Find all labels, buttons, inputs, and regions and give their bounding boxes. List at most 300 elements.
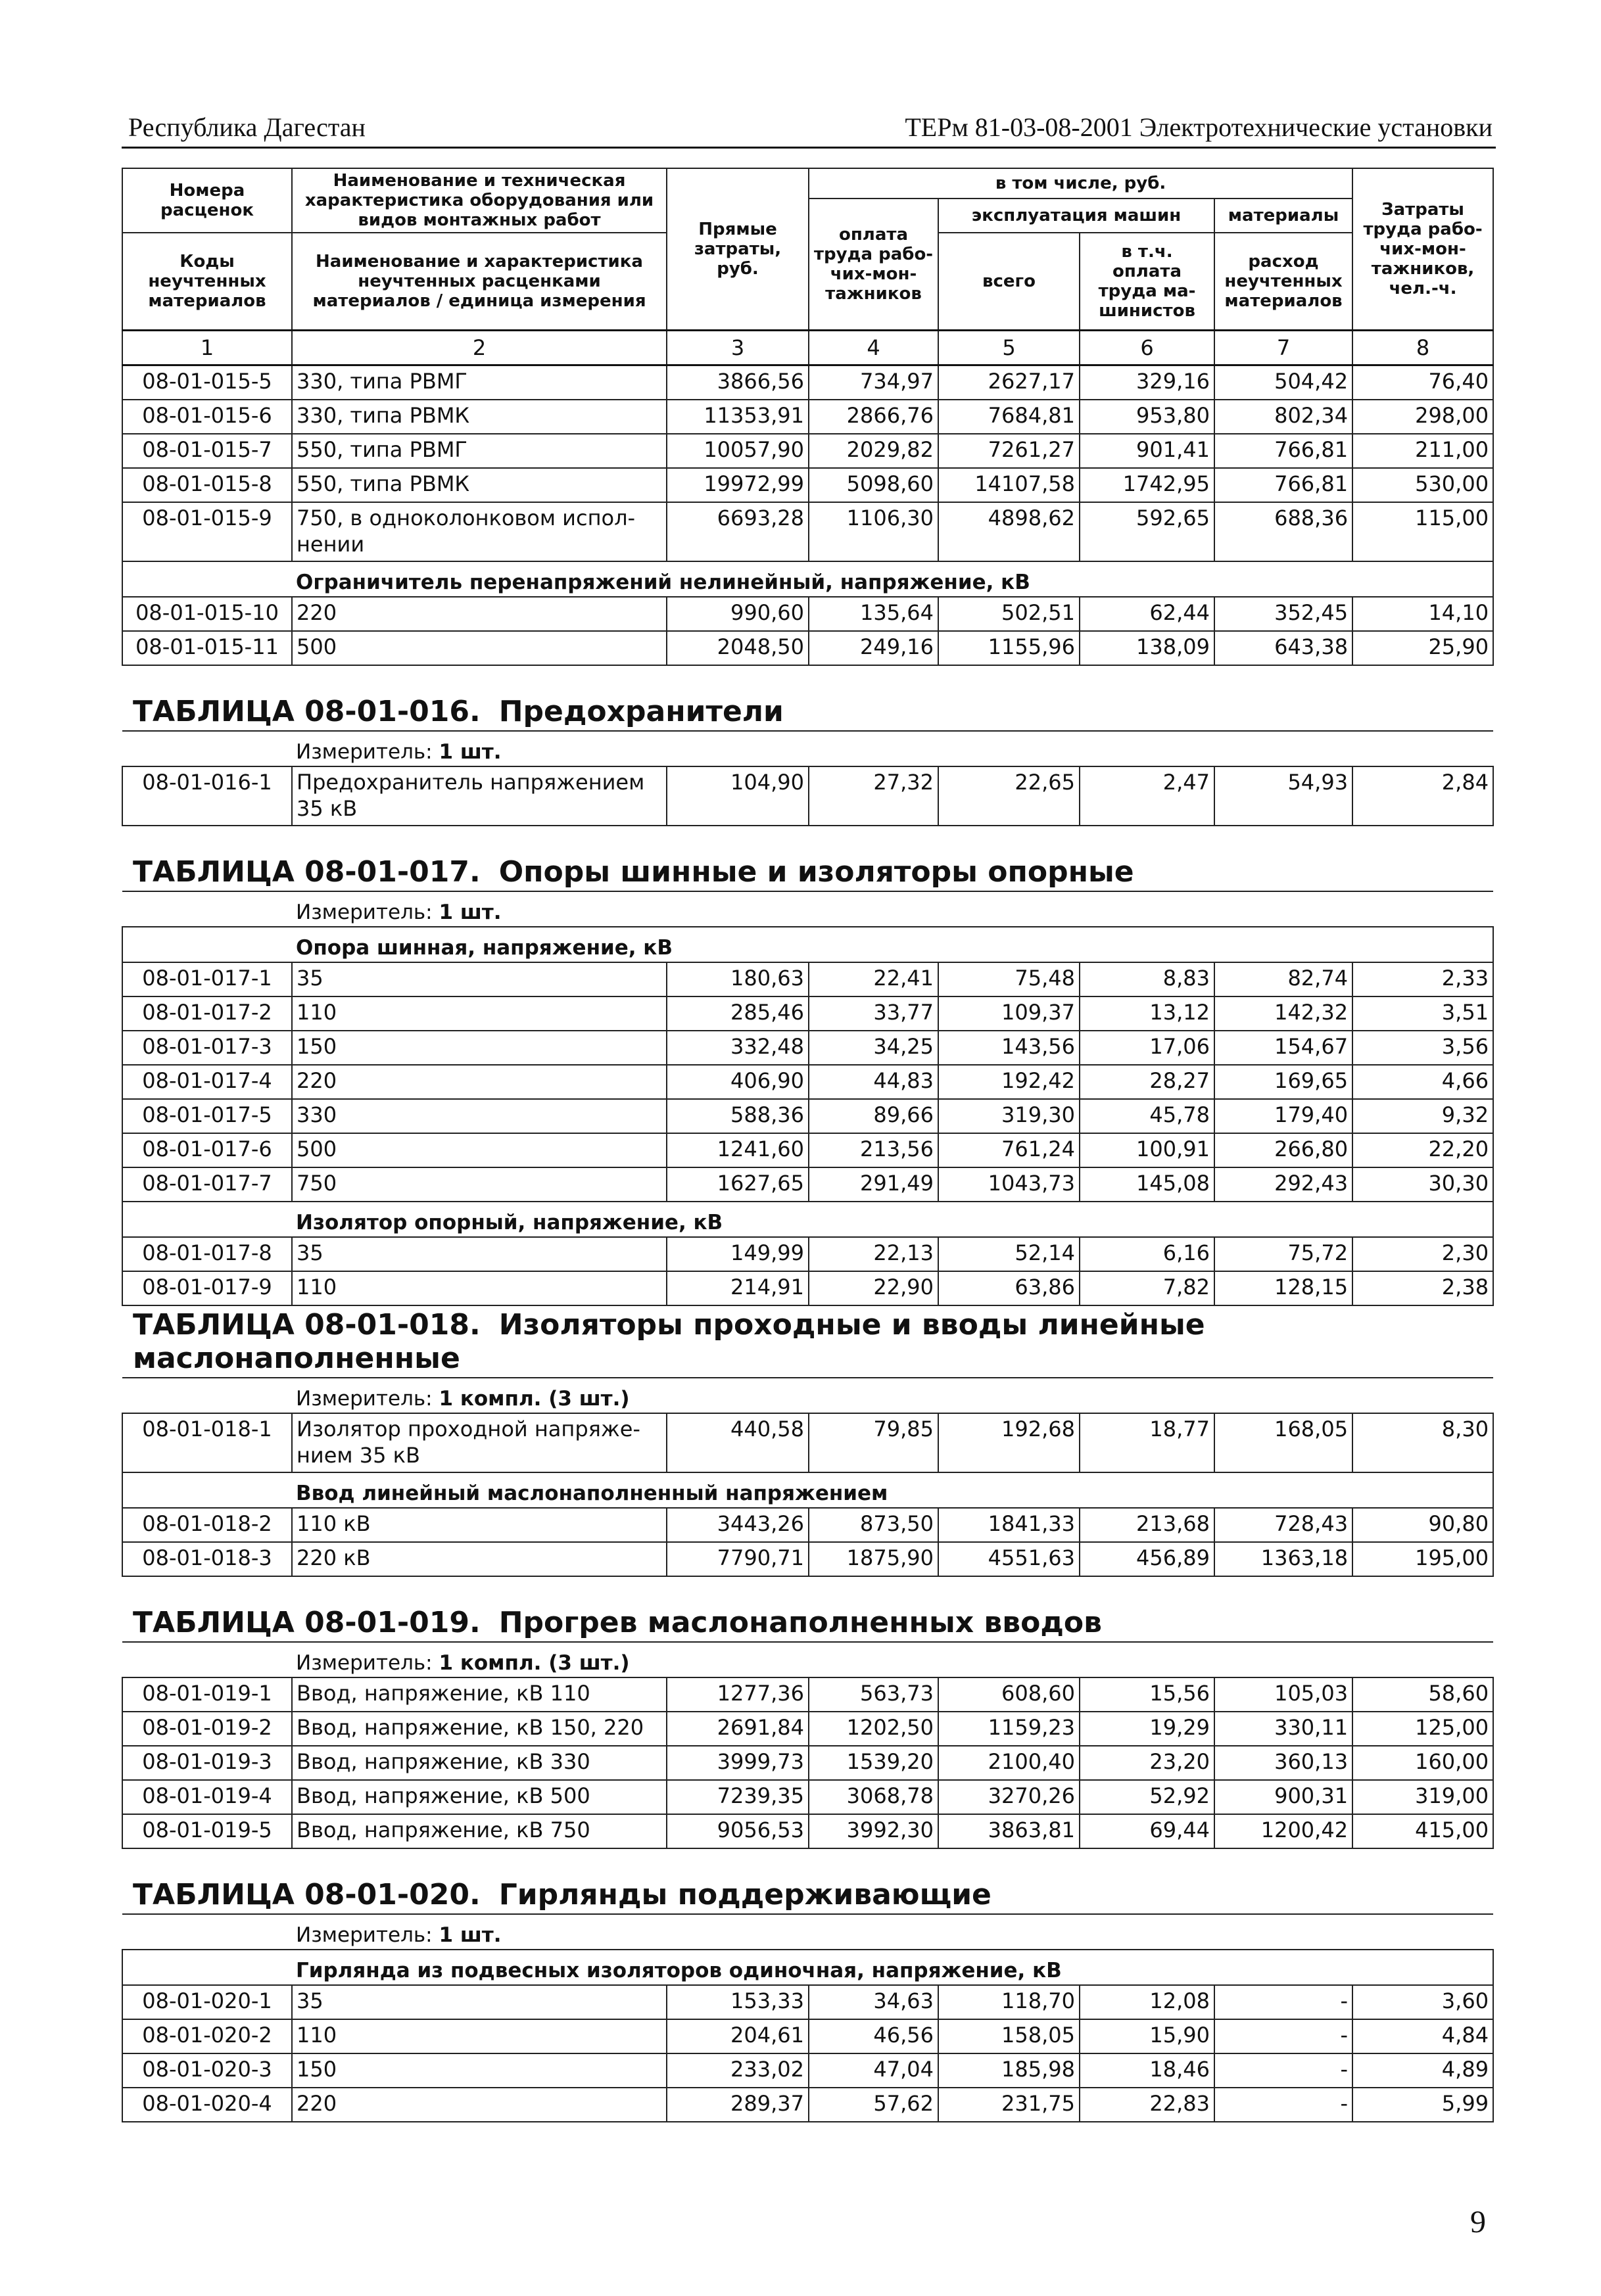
value-cell: 802,34 xyxy=(1214,400,1352,434)
value-cell: 138,09 xyxy=(1080,631,1214,665)
value-cell: 1043,73 xyxy=(938,1167,1080,1202)
value-cell: 766,81 xyxy=(1214,468,1352,502)
item-name: 750, в одноколонковом испол-нении xyxy=(292,502,667,561)
section-title xyxy=(122,665,1493,731)
table-row xyxy=(122,1413,1493,1472)
value-cell: 7261,27 xyxy=(938,434,1080,468)
value-cell: 2,47 xyxy=(1080,766,1214,826)
table-row xyxy=(122,1985,1493,2019)
value-cell: 3992,30 xyxy=(809,1814,938,1848)
value-cell: 298,00 xyxy=(1352,400,1493,434)
colnum: 1 xyxy=(122,331,292,365)
value-cell: 9056,53 xyxy=(667,1814,809,1848)
table-header xyxy=(122,168,1493,365)
value-cell: 6693,28 xyxy=(667,502,809,561)
value-cell: 1875,90 xyxy=(809,1542,938,1576)
item-name: 220 xyxy=(292,2088,667,2122)
col-material-codes: Коды неучтенных материалов xyxy=(122,233,292,331)
value-cell: 456,89 xyxy=(1080,1542,1214,1576)
value-cell: 58,60 xyxy=(1352,1677,1493,1712)
measure-spacer xyxy=(122,1378,292,1413)
value-cell: 153,33 xyxy=(667,1985,809,2019)
value-cell: 563,73 xyxy=(809,1677,938,1712)
value-cell: 15,90 xyxy=(1080,2019,1214,2053)
item-name: Ввод, напряжение, кВ 110 xyxy=(292,1677,667,1712)
rate-code: 08-01-019-3 xyxy=(122,1746,292,1780)
value-cell: 46,56 xyxy=(809,2019,938,2053)
value-cell: 22,41 xyxy=(809,962,938,996)
value-cell: 873,50 xyxy=(809,1508,938,1542)
rate-code: 08-01-020-2 xyxy=(122,2019,292,2053)
table-row xyxy=(122,468,1493,502)
item-name: 500 xyxy=(292,1133,667,1167)
rate-code: 08-01-017-5 xyxy=(122,1099,292,1133)
rate-code: 08-01-017-7 xyxy=(122,1167,292,1202)
value-cell: 953,80 xyxy=(1080,400,1214,434)
value-cell: 2866,76 xyxy=(809,400,938,434)
value-cell: 128,15 xyxy=(1214,1271,1352,1305)
table-number: ТАБЛИЦА 08-01-018. xyxy=(133,1308,481,1342)
value-cell: 76,40 xyxy=(1352,365,1493,400)
value-cell: 104,90 xyxy=(667,766,809,826)
col-direct-costs: Прямые затраты, руб. xyxy=(667,168,809,331)
measure-unit xyxy=(292,731,1493,766)
value-cell: 211,00 xyxy=(1352,434,1493,468)
value-cell: 75,72 xyxy=(1214,1237,1352,1271)
value-cell: 1241,60 xyxy=(667,1133,809,1167)
rate-code: 08-01-020-3 xyxy=(122,2053,292,2088)
item-name: Ввод, напряжение, кВ 750 xyxy=(292,1814,667,1848)
table-row xyxy=(122,1065,1493,1099)
value-cell: 143,56 xyxy=(938,1031,1080,1065)
value-cell: 1106,30 xyxy=(809,502,938,561)
table-row xyxy=(122,1099,1493,1133)
value-cell: 160,00 xyxy=(1352,1746,1493,1780)
rate-code: 08-01-015-6 xyxy=(122,400,292,434)
value-cell: 352,45 xyxy=(1214,597,1352,631)
value-cell: 63,86 xyxy=(938,1271,1080,1305)
rate-code: 08-01-015-9 xyxy=(122,502,292,561)
value-cell: 4,89 xyxy=(1352,2053,1493,2088)
table-row xyxy=(122,631,1493,665)
value-cell: 9,32 xyxy=(1352,1099,1493,1133)
item-name: 550, типа РВМК xyxy=(292,468,667,502)
value-cell: 233,02 xyxy=(667,2053,809,2088)
measure-unit xyxy=(292,1642,1493,1677)
value-cell: 2100,40 xyxy=(938,1746,1080,1780)
rate-code: 08-01-017-3 xyxy=(122,1031,292,1065)
rate-code: 08-01-018-3 xyxy=(122,1542,292,1576)
subgroup-spacer xyxy=(122,927,292,962)
value-cell: 1742,95 xyxy=(1080,468,1214,502)
value-cell: 3999,73 xyxy=(667,1746,809,1780)
value-cell: 608,60 xyxy=(938,1677,1080,1712)
value-cell: 62,44 xyxy=(1080,597,1214,631)
item-name: Изолятор проходной напряже-нием 35 кВ xyxy=(292,1413,667,1472)
column-numbers-row xyxy=(122,331,1493,365)
value-cell: 4,66 xyxy=(1352,1065,1493,1099)
section-title-row xyxy=(122,665,1493,731)
item-name: Ввод, напряжение, кВ 150, 220 xyxy=(292,1712,667,1746)
rate-code: 08-01-015-5 xyxy=(122,365,292,400)
value-cell: 45,78 xyxy=(1080,1099,1214,1133)
value-cell: 249,16 xyxy=(809,631,938,665)
section-title-row xyxy=(122,1848,1493,1914)
rate-code: 08-01-016-1 xyxy=(122,766,292,826)
rate-code: 08-01-019-1 xyxy=(122,1677,292,1712)
value-cell: 4551,63 xyxy=(938,1542,1080,1576)
value-cell: 6,16 xyxy=(1080,1237,1214,1271)
rate-code: 08-01-019-2 xyxy=(122,1712,292,1746)
rate-code: 08-01-018-1 xyxy=(122,1413,292,1472)
value-cell: 3,60 xyxy=(1352,1985,1493,2019)
table-number: ТАБЛИЦА 08-01-017. xyxy=(133,855,481,889)
value-cell: 33,77 xyxy=(809,996,938,1031)
value-cell: 1841,33 xyxy=(938,1508,1080,1542)
price-table xyxy=(122,168,1494,2122)
value-cell: 180,63 xyxy=(667,962,809,996)
value-cell: 69,44 xyxy=(1080,1814,1214,1848)
table-row xyxy=(122,502,1493,561)
value-cell: 192,42 xyxy=(938,1065,1080,1099)
value-cell: - xyxy=(1214,2019,1352,2053)
subgroup-row xyxy=(122,1472,1493,1508)
item-name: 35 xyxy=(292,1237,667,1271)
table-title: Изоляторы проходные и вводы линейные маслонаполненные xyxy=(133,1308,1205,1375)
value-cell: 688,36 xyxy=(1214,502,1352,561)
value-cell: 179,40 xyxy=(1214,1099,1352,1133)
subgroup-row xyxy=(122,561,1493,597)
value-cell: 22,13 xyxy=(809,1237,938,1271)
col-group-including: в том числе, руб. xyxy=(809,168,1352,199)
rate-code: 08-01-017-6 xyxy=(122,1133,292,1167)
value-cell: 44,83 xyxy=(809,1065,938,1099)
value-cell: 109,37 xyxy=(938,996,1080,1031)
table-row xyxy=(122,434,1493,468)
value-cell: 34,63 xyxy=(809,1985,938,2019)
value-cell: 115,00 xyxy=(1352,502,1493,561)
value-cell: 1159,23 xyxy=(938,1712,1080,1746)
value-cell: 3068,78 xyxy=(809,1780,938,1814)
item-name: 35 xyxy=(292,962,667,996)
value-cell: 8,30 xyxy=(1352,1413,1493,1472)
table-row xyxy=(122,1271,1493,1305)
item-name: 330 xyxy=(292,1099,667,1133)
value-cell: 204,61 xyxy=(667,2019,809,2053)
table-row xyxy=(122,2053,1493,2088)
value-cell: 25,90 xyxy=(1352,631,1493,665)
value-cell: 440,58 xyxy=(667,1413,809,1472)
value-cell: 1277,36 xyxy=(667,1677,809,1712)
value-cell: 728,43 xyxy=(1214,1508,1352,1542)
value-cell: 14,10 xyxy=(1352,597,1493,631)
region-title: Республика Дагестан xyxy=(128,112,366,142)
value-cell: 22,65 xyxy=(938,766,1080,826)
value-cell: 105,03 xyxy=(1214,1677,1352,1712)
rate-code: 08-01-017-4 xyxy=(122,1065,292,1099)
value-cell: 3,51 xyxy=(1352,996,1493,1031)
colnum: 6 xyxy=(1080,331,1214,365)
col-machinist-pay: в т.ч. оплата труда ма-шинистов xyxy=(1080,233,1214,331)
value-cell: 7790,71 xyxy=(667,1542,809,1576)
value-cell: 1202,50 xyxy=(809,1712,938,1746)
table-title: Опоры шинные и изоляторы опорные xyxy=(498,855,1134,889)
value-cell: 10057,90 xyxy=(667,434,809,468)
measure-spacer xyxy=(122,891,292,927)
col-rate-numbers: Номера расценок xyxy=(122,168,292,233)
value-cell: 643,38 xyxy=(1214,631,1352,665)
value-cell: 52,14 xyxy=(938,1237,1080,1271)
rate-code: 08-01-017-9 xyxy=(122,1271,292,1305)
measure-value: 1 шт. xyxy=(439,1923,502,1947)
value-cell: 18,77 xyxy=(1080,1413,1214,1472)
measure-row xyxy=(122,1914,1493,1950)
table-title: Предохранители xyxy=(498,695,784,728)
subgroup-spacer xyxy=(122,1950,292,1985)
table-row xyxy=(122,2019,1493,2053)
value-cell: 5,99 xyxy=(1352,2088,1493,2122)
item-name: 220 xyxy=(292,1065,667,1099)
value-cell: 360,13 xyxy=(1214,1746,1352,1780)
item-name: 110 xyxy=(292,1271,667,1305)
value-cell: 766,81 xyxy=(1214,434,1352,468)
item-name: 220 кВ xyxy=(292,1542,667,1576)
value-cell: 82,74 xyxy=(1214,962,1352,996)
value-cell: 530,00 xyxy=(1352,468,1493,502)
value-cell: 30,30 xyxy=(1352,1167,1493,1202)
value-cell: 100,91 xyxy=(1080,1133,1214,1167)
value-cell: 289,37 xyxy=(667,2088,809,2122)
table-row xyxy=(122,597,1493,631)
colnum: 7 xyxy=(1214,331,1352,365)
value-cell: 185,98 xyxy=(938,2053,1080,2088)
subgroup-spacer xyxy=(122,561,292,597)
value-cell: 23,20 xyxy=(1080,1746,1214,1780)
value-cell: 2029,82 xyxy=(809,434,938,468)
value-cell: 231,75 xyxy=(938,2088,1080,2122)
value-cell: 3443,26 xyxy=(667,1508,809,1542)
value-cell: 2627,17 xyxy=(938,365,1080,400)
value-cell: 213,68 xyxy=(1080,1508,1214,1542)
value-cell: 415,00 xyxy=(1352,1814,1493,1848)
subgroup-title: Гирлянда из подвесных изоляторов одиночная, напряжение, кВ xyxy=(292,1950,1493,1985)
subgroup-title: Ввод линейный маслонаполненный напряжением xyxy=(292,1472,1493,1508)
col-materials: материалы xyxy=(1214,199,1352,233)
value-cell: 19,29 xyxy=(1080,1712,1214,1746)
value-cell: 118,70 xyxy=(938,1985,1080,2019)
subgroup-title: Опора шинная, напряжение, кВ xyxy=(292,927,1493,962)
rate-code: 08-01-019-4 xyxy=(122,1780,292,1814)
value-cell: 195,00 xyxy=(1352,1542,1493,1576)
item-name: 750 xyxy=(292,1167,667,1202)
value-cell: 34,25 xyxy=(809,1031,938,1065)
subgroup-row xyxy=(122,1202,1493,1237)
colnum: 8 xyxy=(1352,331,1493,365)
section-title xyxy=(122,826,1493,891)
value-cell: 169,65 xyxy=(1214,1065,1352,1099)
measure-unit xyxy=(292,1914,1493,1950)
subgroup-title: Ограничитель перенапряжений нелинейный, напряжение, кВ xyxy=(292,561,1493,597)
measure-spacer xyxy=(122,1914,292,1950)
item-name: 110 xyxy=(292,996,667,1031)
value-cell: 142,32 xyxy=(1214,996,1352,1031)
table-row xyxy=(122,1237,1493,1271)
item-name: 150 xyxy=(292,1031,667,1065)
value-cell: 592,65 xyxy=(1080,502,1214,561)
measure-value: 1 компл. (3 шт.) xyxy=(439,1387,630,1411)
value-cell: 3270,26 xyxy=(938,1780,1080,1814)
section-title-row xyxy=(122,1576,1493,1642)
section-title xyxy=(122,1576,1493,1642)
colnum: 3 xyxy=(667,331,809,365)
measure-spacer xyxy=(122,731,292,766)
subgroup-row xyxy=(122,927,1493,962)
value-cell: 158,05 xyxy=(938,2019,1080,2053)
measure-row xyxy=(122,1642,1493,1677)
table-row xyxy=(122,1167,1493,1202)
value-cell: 1539,20 xyxy=(809,1746,938,1780)
value-cell: 329,16 xyxy=(1080,365,1214,400)
value-cell: 90,80 xyxy=(1352,1508,1493,1542)
table-number: ТАБЛИЦА 08-01-020. xyxy=(133,1878,481,1911)
value-cell: 213,56 xyxy=(809,1133,938,1167)
value-cell: 3866,56 xyxy=(667,365,809,400)
value-cell: 2,33 xyxy=(1352,962,1493,996)
table-title: Гирлянды поддерживающие xyxy=(498,1878,992,1911)
col-material-usage: расход неучтенных материалов xyxy=(1214,233,1352,331)
subgroup-spacer xyxy=(122,1472,292,1508)
rate-code: 08-01-020-4 xyxy=(122,2088,292,2122)
item-name: 550, типа РВМГ xyxy=(292,434,667,468)
value-cell: 54,93 xyxy=(1214,766,1352,826)
measure-label: Измеритель: xyxy=(296,740,433,764)
value-cell: 52,92 xyxy=(1080,1780,1214,1814)
value-cell: 79,85 xyxy=(809,1413,938,1472)
value-cell: 13,12 xyxy=(1080,996,1214,1031)
measure-row xyxy=(122,731,1493,766)
col-labor-pay: оплата труда рабо-чих-мон-тажников xyxy=(809,199,938,331)
col-work-name: Наименование и техническая характеристика оборудования или видов монтажных работ xyxy=(292,168,667,233)
table-row xyxy=(122,1542,1493,1576)
section-title-row xyxy=(122,826,1493,891)
value-cell: 192,68 xyxy=(938,1413,1080,1472)
value-cell: 89,66 xyxy=(809,1099,938,1133)
value-cell: 135,64 xyxy=(809,597,938,631)
value-cell: 504,42 xyxy=(1214,365,1352,400)
item-name: 150 xyxy=(292,2053,667,2088)
value-cell: 5098,60 xyxy=(809,468,938,502)
measure-label: Измеритель: xyxy=(296,1387,433,1411)
value-cell: - xyxy=(1214,1985,1352,2019)
subgroup-spacer xyxy=(122,1202,292,1237)
item-name: 110 кВ xyxy=(292,1508,667,1542)
value-cell: 57,62 xyxy=(809,2088,938,2122)
value-cell: 330,11 xyxy=(1214,1712,1352,1746)
page-header xyxy=(122,108,1496,149)
value-cell: 12,08 xyxy=(1080,1985,1214,2019)
value-cell: 22,83 xyxy=(1080,2088,1214,2122)
rate-code: 08-01-015-8 xyxy=(122,468,292,502)
item-name: 500 xyxy=(292,631,667,665)
rate-code: 08-01-019-5 xyxy=(122,1814,292,1848)
section-title-row xyxy=(122,1305,1493,1378)
measure-label: Измеритель: xyxy=(296,1651,433,1675)
rate-code: 08-01-015-11 xyxy=(122,631,292,665)
value-cell: 502,51 xyxy=(938,597,1080,631)
value-cell: 901,41 xyxy=(1080,434,1214,468)
rate-code: 08-01-015-10 xyxy=(122,597,292,631)
value-cell: 1155,96 xyxy=(938,631,1080,665)
item-name: Ввод, напряжение, кВ 500 xyxy=(292,1780,667,1814)
page-number: 9 xyxy=(1470,2205,1486,2239)
value-cell: 154,67 xyxy=(1214,1031,1352,1065)
value-cell: 22,20 xyxy=(1352,1133,1493,1167)
value-cell: 2,38 xyxy=(1352,1271,1493,1305)
rate-code: 08-01-017-2 xyxy=(122,996,292,1031)
item-name: 35 xyxy=(292,1985,667,2019)
table-row xyxy=(122,1814,1493,1848)
rate-code: 08-01-020-1 xyxy=(122,1985,292,2019)
value-cell: 17,06 xyxy=(1080,1031,1214,1065)
value-cell: 3863,81 xyxy=(938,1814,1080,1848)
table-row xyxy=(122,2088,1493,2122)
value-cell: 734,97 xyxy=(809,365,938,400)
table-row xyxy=(122,766,1493,826)
measure-value: 1 шт. xyxy=(439,740,502,764)
value-cell: 319,00 xyxy=(1352,1780,1493,1814)
table-row xyxy=(122,1712,1493,1746)
value-cell: 332,48 xyxy=(667,1031,809,1065)
measure-spacer xyxy=(122,1642,292,1677)
rate-code: 08-01-017-1 xyxy=(122,962,292,996)
value-cell: 27,32 xyxy=(809,766,938,826)
item-name: Предохранитель напряжением 35 кВ xyxy=(292,766,667,826)
value-cell: 14107,58 xyxy=(938,468,1080,502)
table-row xyxy=(122,1508,1493,1542)
value-cell: 22,90 xyxy=(809,1271,938,1305)
value-cell: 7684,81 xyxy=(938,400,1080,434)
value-cell: 2,84 xyxy=(1352,766,1493,826)
subgroup-row xyxy=(122,1950,1493,1985)
table-title: Прогрев маслонаполненных вводов xyxy=(498,1606,1102,1639)
table-row xyxy=(122,962,1493,996)
value-cell: 11353,91 xyxy=(667,400,809,434)
item-name: 330, типа РВМГ xyxy=(292,365,667,400)
value-cell: 4,84 xyxy=(1352,2019,1493,2053)
value-cell: 1363,18 xyxy=(1214,1542,1352,1576)
table-row xyxy=(122,1133,1493,1167)
subgroup-title: Изолятор опорный, напряжение, кВ xyxy=(292,1202,1493,1237)
value-cell: 761,24 xyxy=(938,1133,1080,1167)
value-cell: 15,56 xyxy=(1080,1677,1214,1712)
table-row xyxy=(122,1677,1493,1712)
value-cell: 319,30 xyxy=(938,1099,1080,1133)
value-cell: 47,04 xyxy=(809,2053,938,2088)
value-cell: 1200,42 xyxy=(1214,1814,1352,1848)
value-cell: - xyxy=(1214,2053,1352,2088)
measure-row xyxy=(122,1378,1493,1413)
value-cell: 990,60 xyxy=(667,597,809,631)
measure-label: Измеритель: xyxy=(296,901,433,924)
item-name: 330, типа РВМК xyxy=(292,400,667,434)
value-cell: 2,30 xyxy=(1352,1237,1493,1271)
value-cell: 900,31 xyxy=(1214,1780,1352,1814)
item-name: 220 xyxy=(292,597,667,631)
measure-value: 1 шт. xyxy=(439,901,502,924)
rate-code: 08-01-018-2 xyxy=(122,1508,292,1542)
value-cell: 285,46 xyxy=(667,996,809,1031)
value-cell: 1627,65 xyxy=(667,1167,809,1202)
